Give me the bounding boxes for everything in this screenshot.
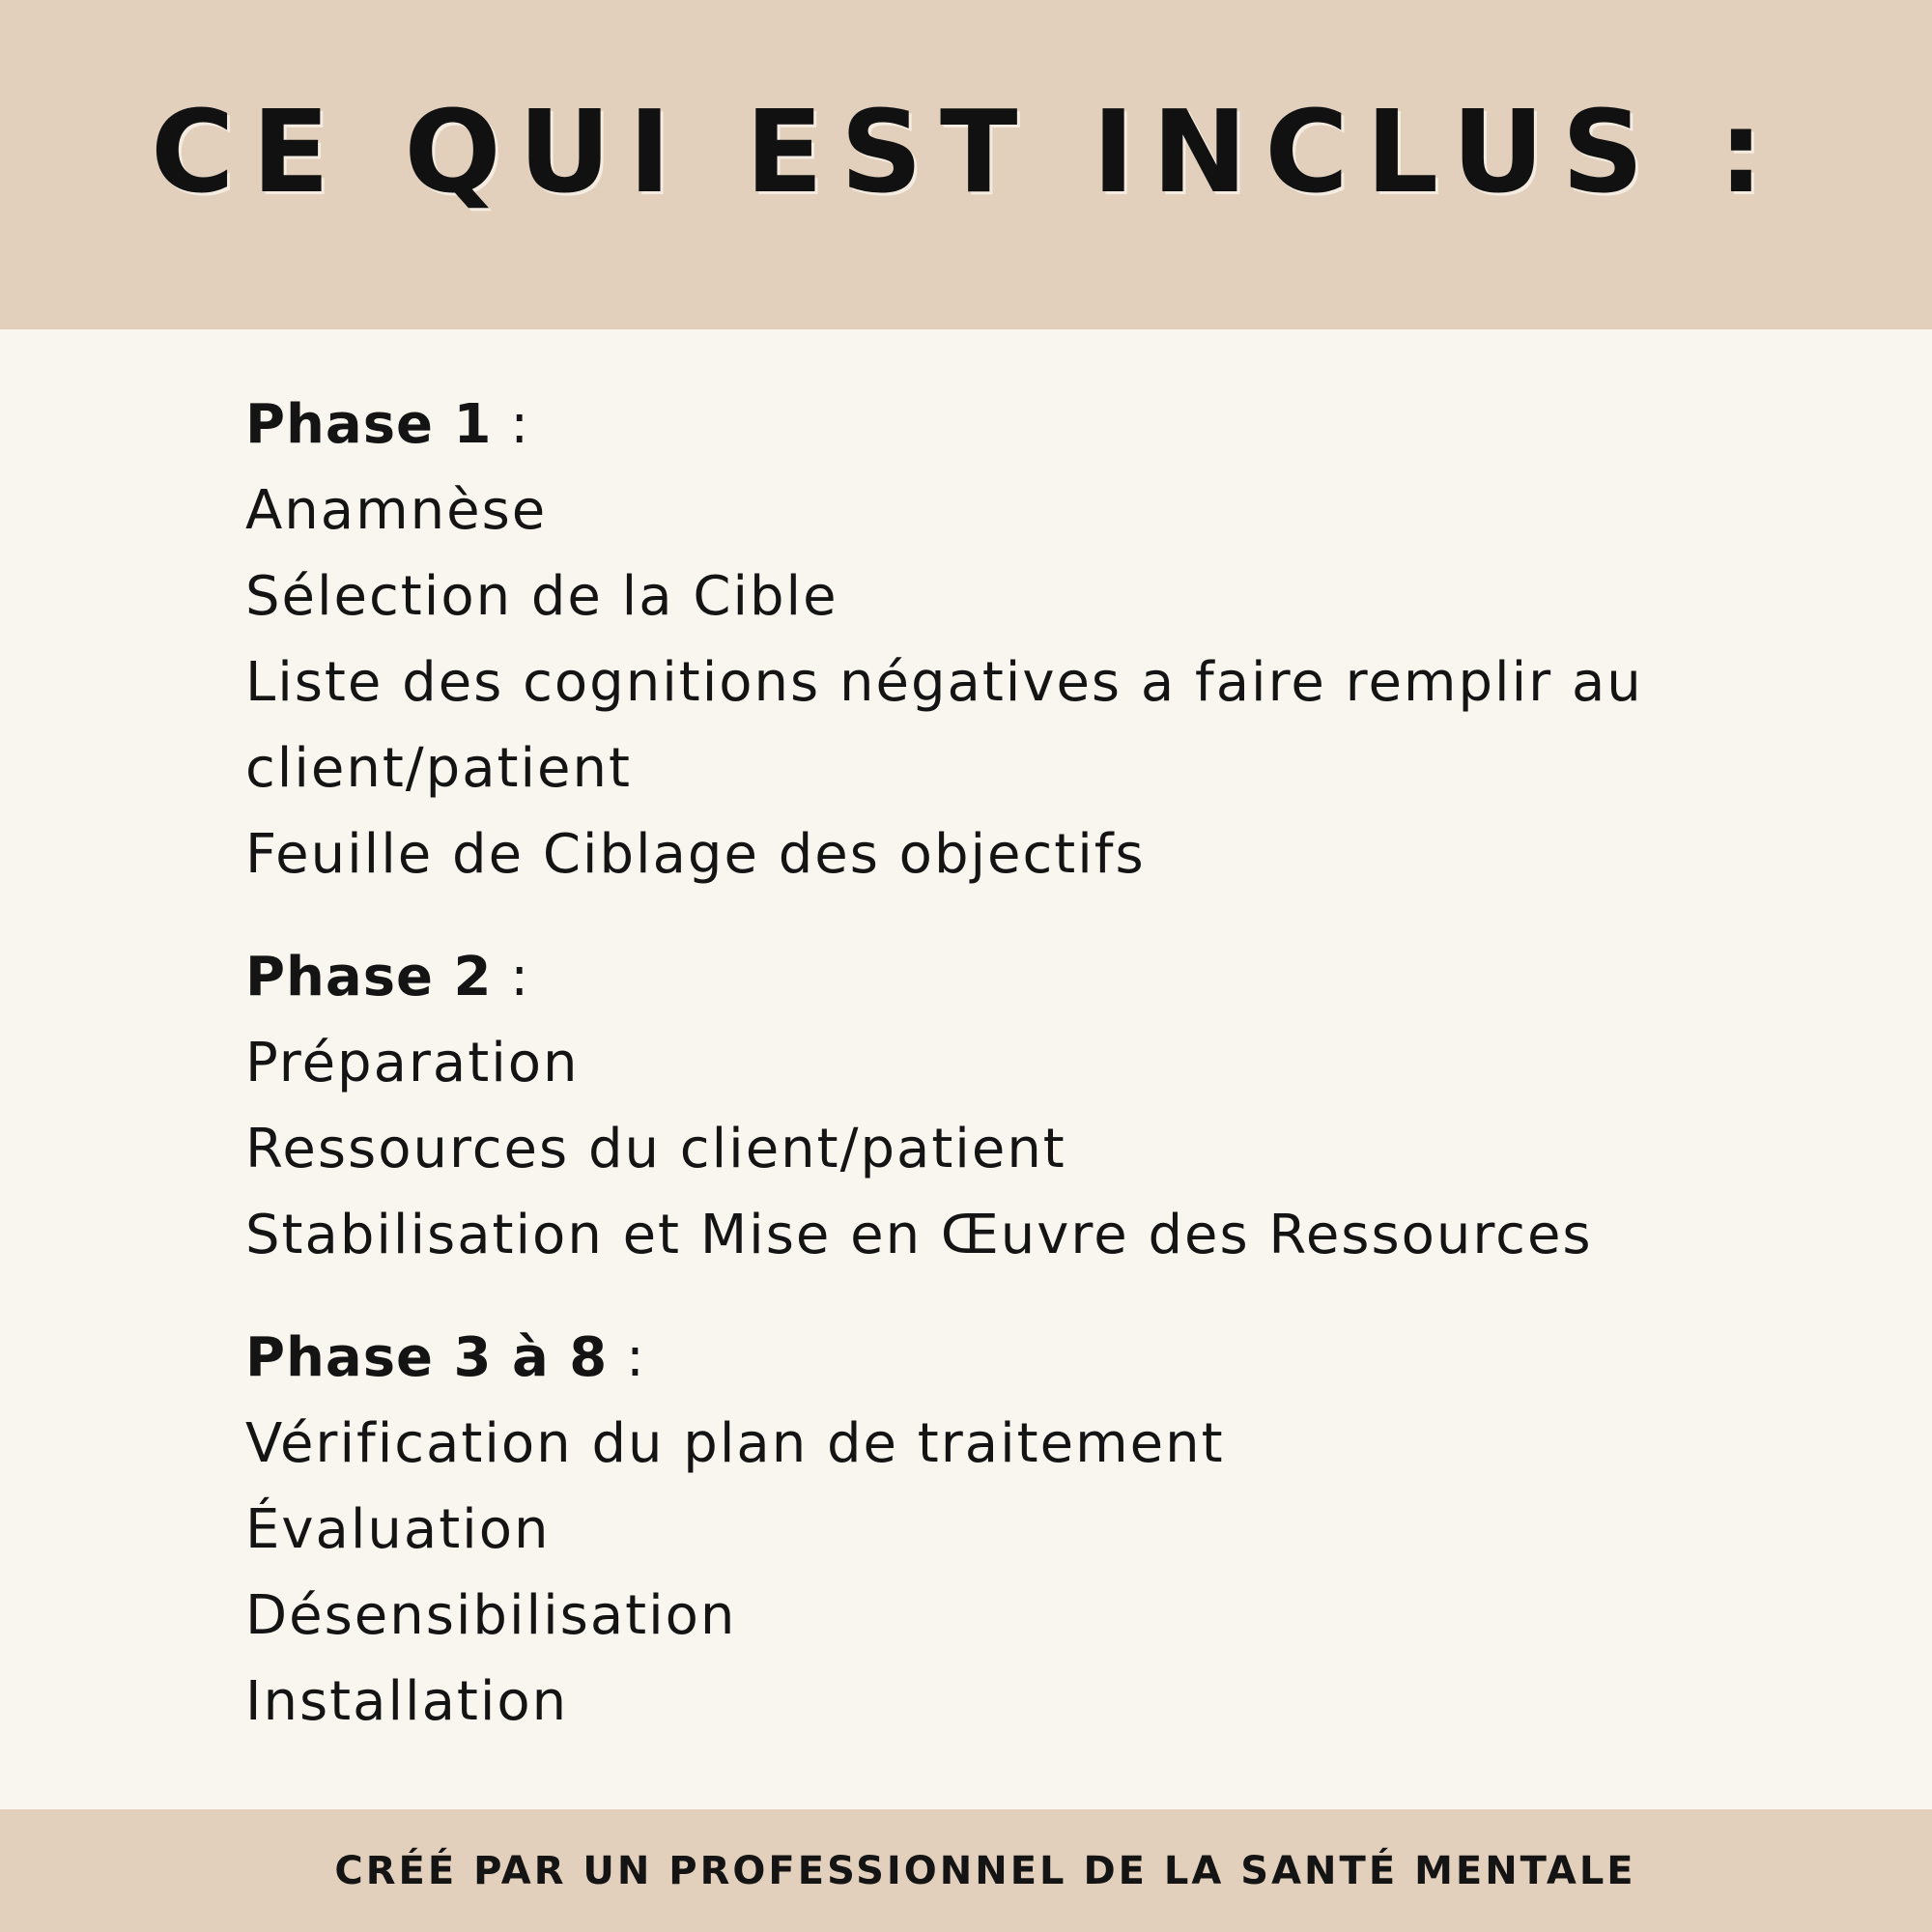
phase-3-8-items: [245, 1401, 1752, 1745]
list-item: Vérification du plan de traitement: [245, 1412, 1225, 1475]
phase-3-8-section: [245, 1315, 1752, 1745]
list-item: Anamnèse: [245, 479, 548, 542]
phase-heading: [245, 1315, 1752, 1401]
phase-2-section: [245, 934, 1752, 1278]
phase-colon: :: [492, 393, 530, 456]
phase-2-items: [245, 1020, 1752, 1278]
page-title: CE QUI EST INCLUS :: [151, 84, 1781, 218]
phase-colon: :: [608, 1326, 645, 1389]
phase-colon: :: [492, 946, 530, 1009]
phase-label: Phase 1: [245, 393, 493, 456]
phase-1-section: [245, 382, 1752, 897]
list-item: Stabilisation et Mise en Œuvre des Ressources: [245, 1204, 1593, 1266]
list-item: Liste des cognitions négatives a faire remplir au client/patient: [245, 651, 1643, 800]
list-item: Préparation: [245, 1032, 580, 1094]
phase-1-items: [245, 468, 1752, 897]
phase-label: Phase 3 à 8: [245, 1326, 609, 1389]
footer-band: [0, 1809, 1932, 1932]
list-item: Évaluation: [245, 1498, 551, 1561]
phase-heading: [245, 934, 1752, 1020]
phase-heading: [245, 382, 1752, 468]
footer-credit: CRÉÉ PAR UN PROFESSIONNEL DE LA SANTÉ MENTALE: [334, 1848, 1636, 1893]
list-item: Feuille de Ciblage des objectifs: [245, 823, 1146, 886]
list-item: Ressources du client/patient: [245, 1118, 1066, 1180]
list-item: Installation: [245, 1670, 569, 1733]
list-item: Désensibilisation: [245, 1584, 737, 1647]
header-band: [0, 0, 1932, 329]
content-area: [245, 382, 1752, 1781]
phase-label: Phase 2: [245, 946, 493, 1009]
list-item: Sélection de la Cible: [245, 565, 838, 628]
